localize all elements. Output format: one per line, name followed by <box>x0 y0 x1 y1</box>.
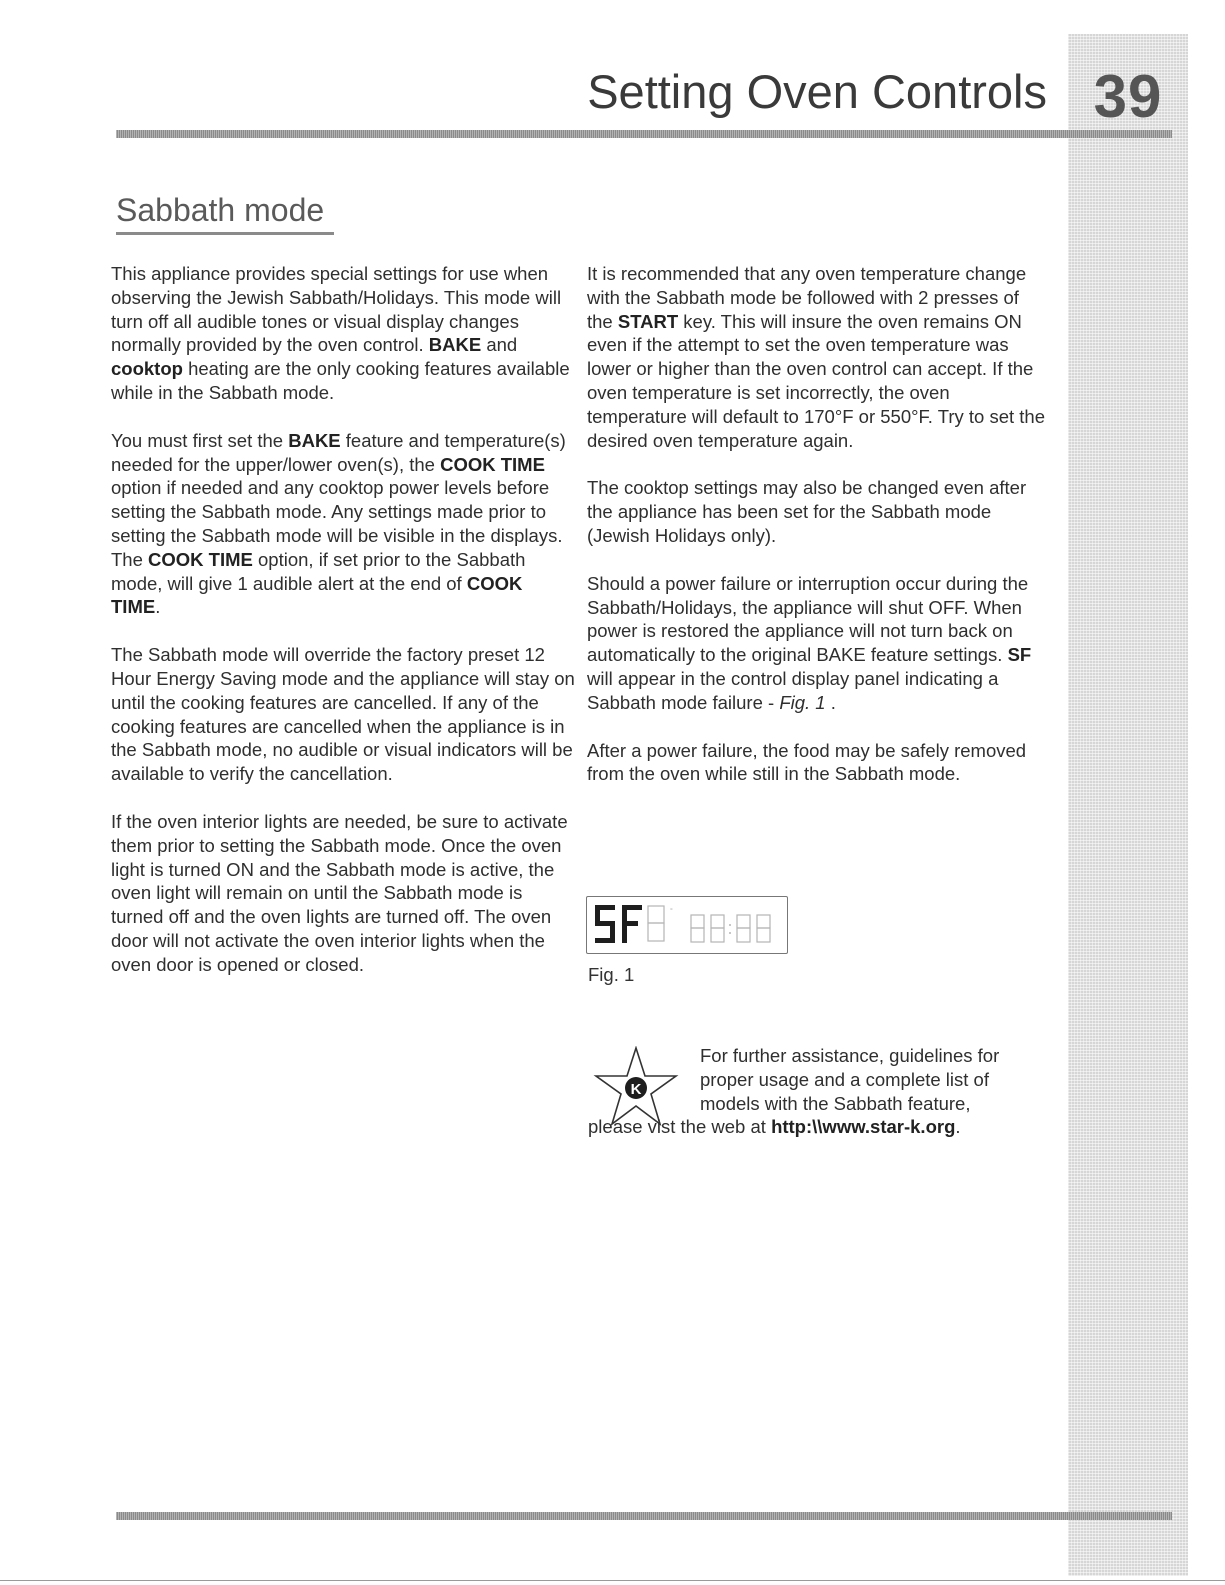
left-paragraph-3: The Sabbath mode will override the factory preset 12 Hour Energy Saving mode and the appliance will stay on until the cooking features are cancelled. If any of the cooking features are cancelled when the appliance is in the Sabbath mode, no audible or visual indicators will be available to verify the cancellation. <box>111 644 575 785</box>
display-clock-ghost <box>691 915 770 942</box>
display-digit-ghost-1 <box>648 906 664 941</box>
right-paragraph-2: The cooktop settings may also be changed even after the appliance has been set for the Sabbath mode (Jewish Holidays only). <box>587 477 1027 546</box>
right-paragraph-3: Should a power failure or interruption occur during the Sabbath/Holidays, the appliance will shut OFF. When power is restored the appliance will not turn back on automatically to the original BAKE feature settings. SF will appear in the control display panel indicating a Sabbath mode failure - Fig. 1 . <box>587 572 1032 713</box>
display-digit-f <box>622 905 642 943</box>
left-paragraph-2: You must first set the BAKE feature and temperature(s) needed for the upper/lower oven(s), the COOK TIME option if needed and any cooktop power levels before setting the Sabbath mode. Any settings made prior to setting the Sabbath mode will be visible in the displays. The COOK TIME option, if set prior to the Sabbath mode, will give 1 audible alert at the end of COOK TIME. <box>111 429 566 618</box>
left-paragraph-4: If the oven interior lights are needed, be sure to activate them prior to setting the Sabbath mode. Once the oven light is turned ON and the Sabbath mode is active, the oven light will remain on until the Sabbath mode is turned off and the oven lights are turned off. The oven door will not activate the oven interior lights when the oven door is opened or closed. <box>111 810 568 975</box>
page-edge-line <box>0 1580 1225 1581</box>
figure-caption: Fig. 1 <box>588 964 635 985</box>
right-paragraph-1: It is recommended that any oven temperature change with the Sabbath mode be followed with 2 presses of the START key. This will insure the oven remains ON even if the attempt to set the oven temperature was lower or higher than the oven control can accept. If the oven temperature is set incorrectly, the oven temperature will default to 170°F or 550°F. Try to set the desired oven temperature again. <box>587 263 1045 451</box>
section-heading: Sabbath mode <box>116 192 325 228</box>
page-title: Setting Oven Controls <box>587 65 1047 118</box>
footer-rule <box>116 1512 1172 1520</box>
svg-text:°: ° <box>670 908 673 915</box>
left-column <box>111 262 576 1001</box>
page-number: 39 <box>1093 63 1163 130</box>
side-tab-pattern <box>1068 34 1188 1576</box>
display-digit-s <box>595 905 615 943</box>
right-paragraph-4: After a power failure, the food may be safely removed from the oven while still in the Sabbath mode. <box>587 739 1027 785</box>
header-rule <box>116 130 1172 138</box>
right-column <box>587 262 1047 810</box>
assistance-url-line: please vist the web at http:\\www.star-k.org. <box>588 1116 961 1137</box>
section-heading-underline <box>116 232 334 235</box>
svg-text:K: K <box>630 1081 642 1098</box>
seven-segment-display <box>587 897 787 953</box>
assistance-text: For further assistance, guidelines for proper usage and a complete list of models with the Sabbath feature, <box>700 1045 1000 1114</box>
star-k-url-link[interactable]: http:\\www.star-k.org <box>771 1116 956 1137</box>
control-display-figure <box>586 896 788 954</box>
left-paragraph-1: This appliance provides special settings for use when observing the Jewish Sabbath/Holidays. This mode will turn off all audible tones or visual display changes normally provided by the oven control. BAKE and cooktop heating are the only cooking features available while in the Sabbath mode. <box>111 263 570 403</box>
